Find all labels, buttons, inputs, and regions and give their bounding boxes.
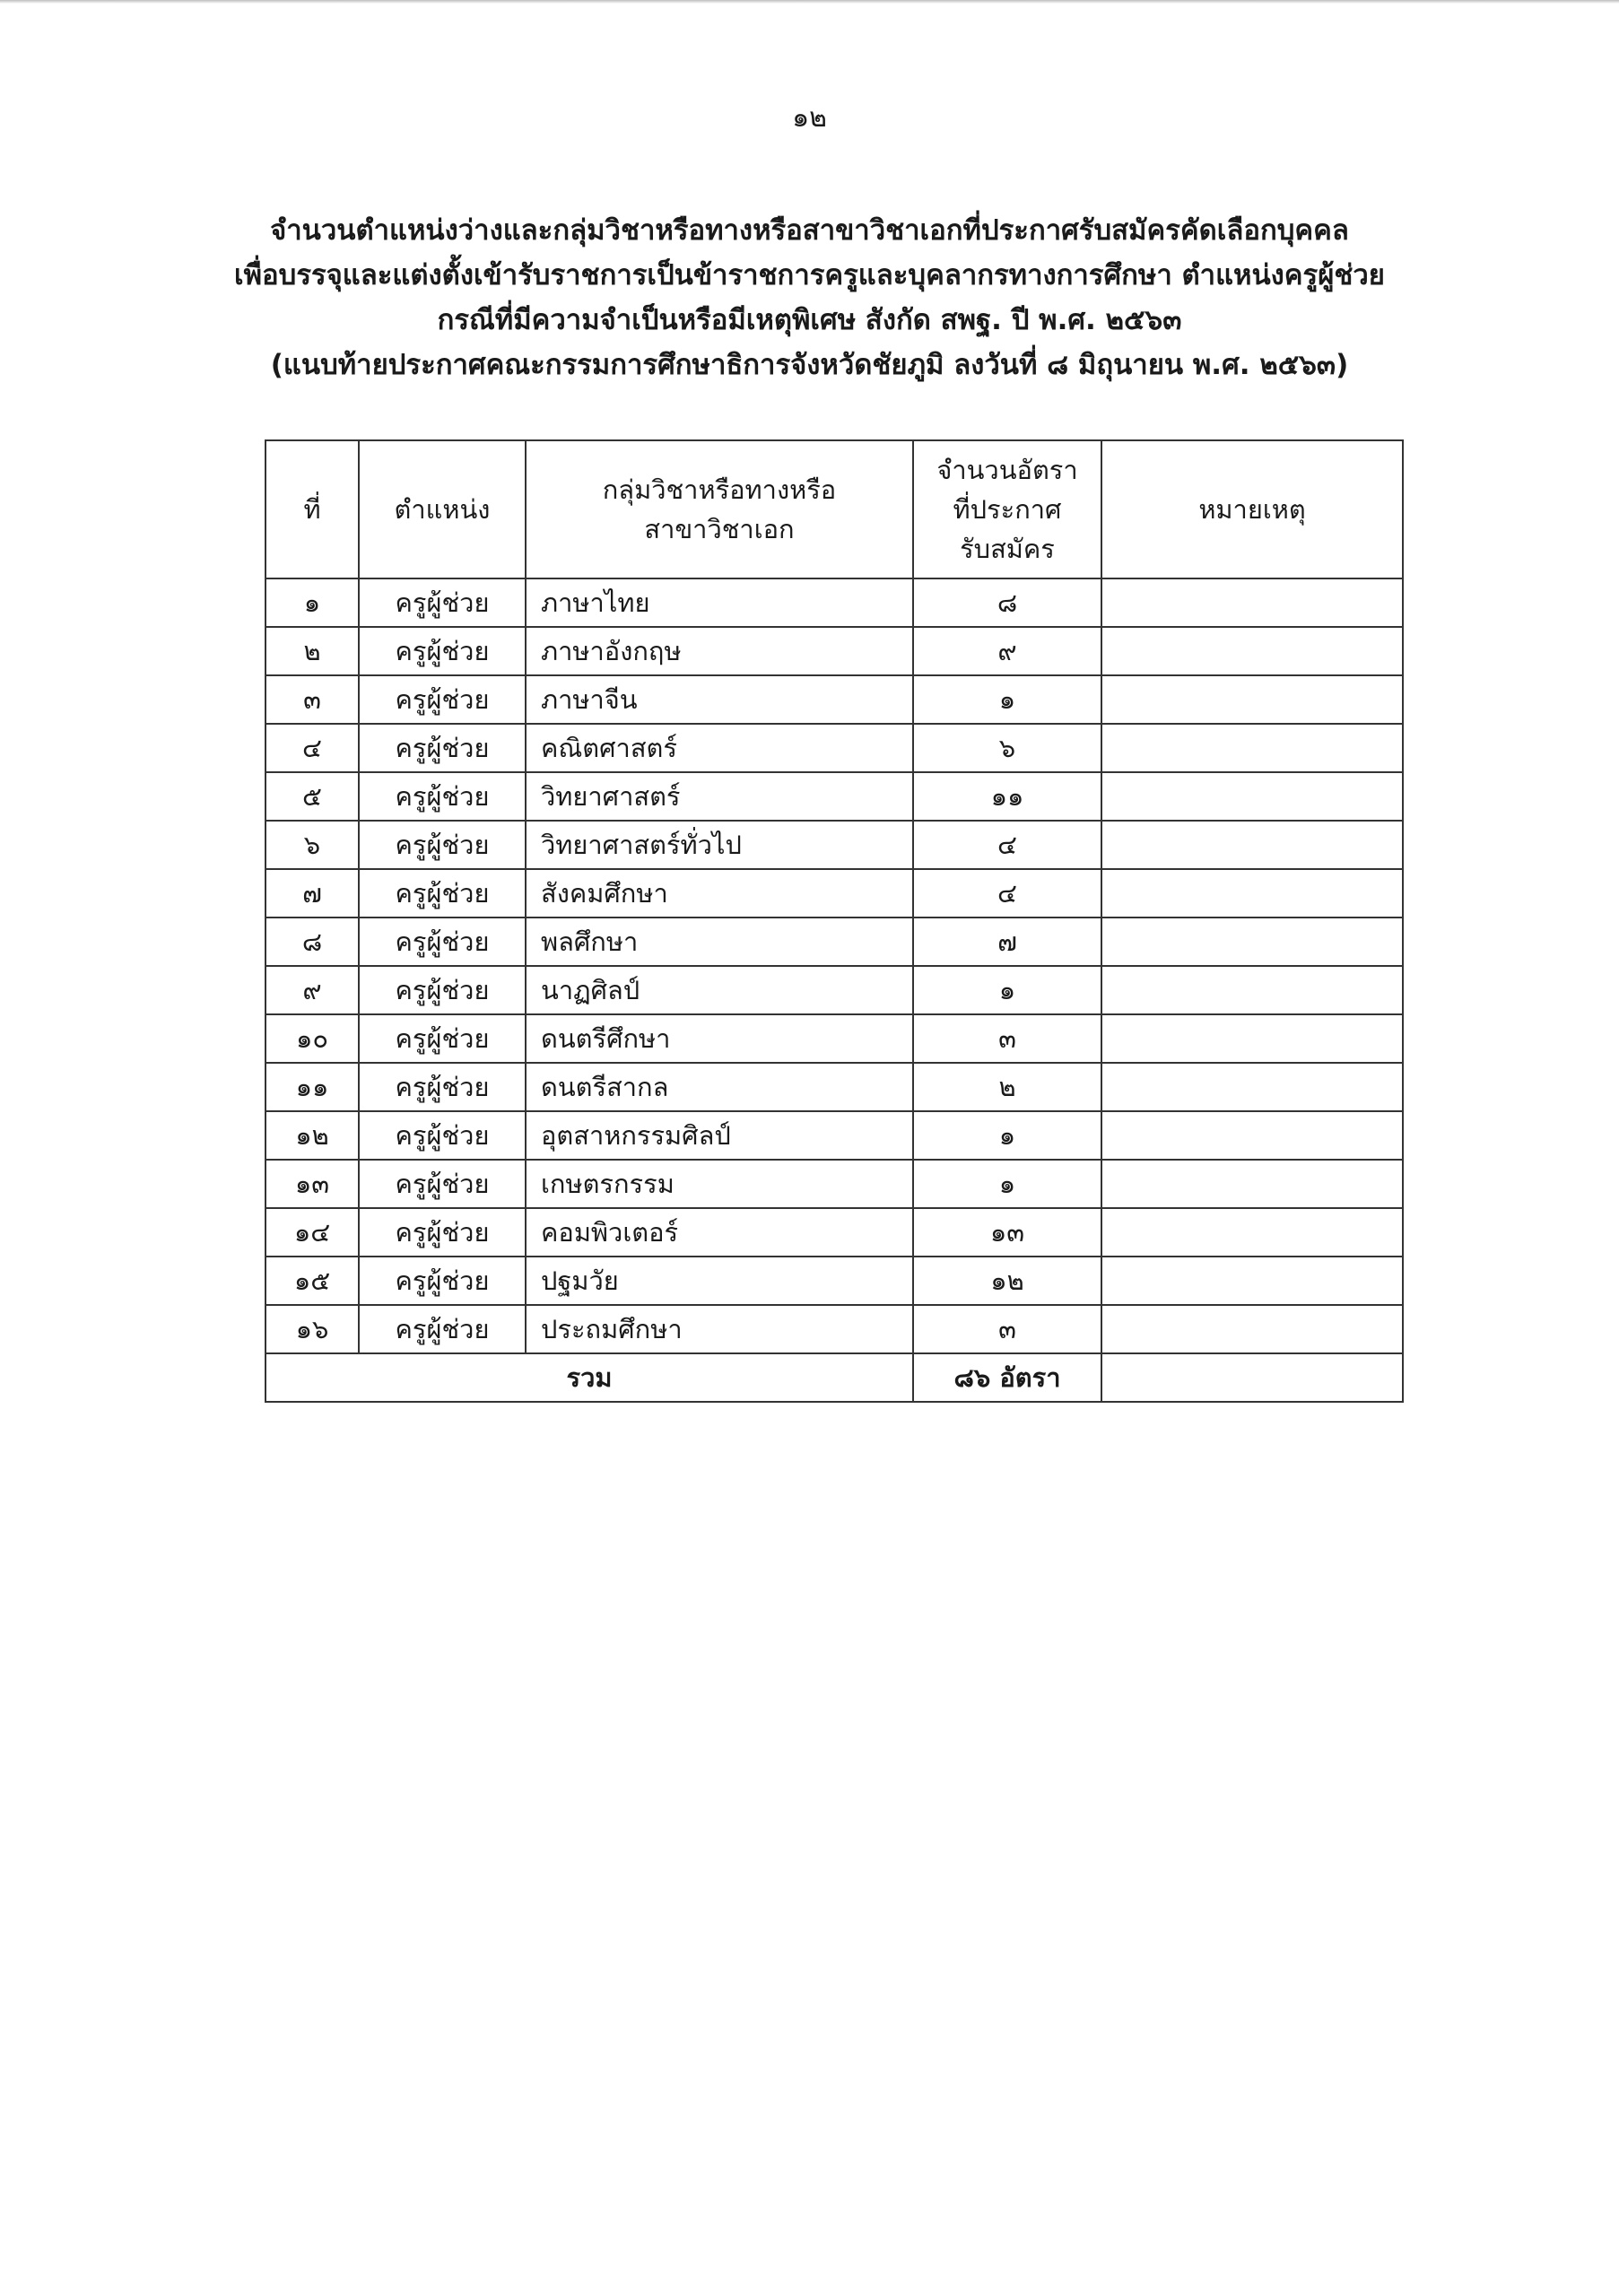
cell-note xyxy=(1101,1257,1403,1305)
table-row xyxy=(265,869,1403,918)
cell-position: ครูผู้ช่วย xyxy=(359,1111,526,1160)
cell-no: ๖ xyxy=(265,821,359,869)
cell-no: ๑๓ xyxy=(265,1160,359,1208)
cell-no: ๓ xyxy=(265,675,359,724)
table-row xyxy=(265,918,1403,966)
page-top-edge xyxy=(0,0,1619,4)
cell-position: ครูผู้ช่วย xyxy=(359,578,526,627)
cell-position: ครูผู้ช่วย xyxy=(359,869,526,918)
cell-subject: คณิตศาสตร์ xyxy=(526,724,913,772)
cell-position: ครูผู้ช่วย xyxy=(359,1257,526,1305)
cell-subject: อุตสาหกรรมศิลป์ xyxy=(526,1111,913,1160)
table-row xyxy=(265,1160,1403,1208)
cell-count: ๓ xyxy=(913,1014,1101,1063)
cell-no: ๕ xyxy=(265,772,359,821)
table-row xyxy=(265,1063,1403,1111)
header-position xyxy=(359,440,526,578)
cell-no: ๗ xyxy=(265,869,359,918)
total-note xyxy=(1101,1353,1403,1402)
cell-note xyxy=(1101,1111,1403,1160)
document-heading xyxy=(179,208,1440,387)
table-row xyxy=(265,578,1403,627)
cell-position: ครูผู้ช่วย xyxy=(359,724,526,772)
cell-count: ๗ xyxy=(913,918,1101,966)
cell-position: ครูผู้ช่วย xyxy=(359,1208,526,1257)
header-count-line-1: จำนวนอัตรา xyxy=(936,455,1078,485)
cell-no: ๑๐ xyxy=(265,1014,359,1063)
heading-line-3: กรณีที่มีความจำเป็นหรือมีเหตุพิเศษ สังกัด สพฐ. ปี พ.ศ. ๒๕๖๓ xyxy=(437,304,1182,336)
heading-line-2: เพื่อบรรจุและแต่งตั้งเข้ารับราชการเป็นข้าราชการครูและบุคลากรทางการศึกษา ตำแหน่งครูผู้ช่วย xyxy=(234,259,1385,291)
cell-no: ๒ xyxy=(265,627,359,675)
table-row xyxy=(265,1208,1403,1257)
header-no xyxy=(265,440,359,578)
cell-count: ๖ xyxy=(913,724,1101,772)
cell-subject: นาฏศิลป์ xyxy=(526,966,913,1014)
cell-count: ๔ xyxy=(913,869,1101,918)
cell-subject: สังคมศึกษา xyxy=(526,869,913,918)
cell-no: ๑ xyxy=(265,578,359,627)
table-row xyxy=(265,772,1403,821)
cell-subject: ภาษาอังกฤษ xyxy=(526,627,913,675)
header-subject-line-1: กลุ่มวิชาหรือทางหรือ xyxy=(602,474,837,505)
cell-subject: ดนตรีศึกษา xyxy=(526,1014,913,1063)
header-subject xyxy=(526,440,913,578)
cell-position: ครูผู้ช่วย xyxy=(359,1160,526,1208)
cell-no: ๑๔ xyxy=(265,1208,359,1257)
table-header-row xyxy=(265,440,1403,578)
cell-count: ๑ xyxy=(913,1111,1101,1160)
heading-line-4: (แนบท้ายประกาศคณะกรรมการศึกษาธิการจังหวัดชัยภูมิ ลงวันที่ ๘ มิถุนายน พ.ศ. ๒๕๖๓) xyxy=(270,349,1349,381)
cell-subject: เกษตรกรรม xyxy=(526,1160,913,1208)
cell-count: ๑ xyxy=(913,966,1101,1014)
cell-no: ๑๒ xyxy=(265,1111,359,1160)
cell-subject: วิทยาศาสตร์ทั่วไป xyxy=(526,821,913,869)
cell-no: ๘ xyxy=(265,918,359,966)
cell-note xyxy=(1101,918,1403,966)
cell-count: ๔ xyxy=(913,821,1101,869)
cell-position: ครูผู้ช่วย xyxy=(359,1063,526,1111)
cell-no: ๙ xyxy=(265,966,359,1014)
header-note-text: หมายเหตุ xyxy=(1198,494,1306,525)
header-count xyxy=(913,440,1101,578)
table-row xyxy=(265,821,1403,869)
cell-note xyxy=(1101,724,1403,772)
header-note xyxy=(1101,440,1403,578)
cell-count: ๑๓ xyxy=(913,1208,1101,1257)
cell-note xyxy=(1101,1160,1403,1208)
header-subject-line-2: สาขาวิชาเอก xyxy=(644,514,795,544)
cell-note xyxy=(1101,966,1403,1014)
cell-position: ครูผู้ช่วย xyxy=(359,966,526,1014)
cell-subject: ปฐมวัย xyxy=(526,1257,913,1305)
cell-note xyxy=(1101,627,1403,675)
header-no-text: ที่ xyxy=(303,494,321,525)
cell-note xyxy=(1101,1063,1403,1111)
table-row xyxy=(265,1111,1403,1160)
cell-position: ครูผู้ช่วย xyxy=(359,772,526,821)
cell-subject: พลศึกษา xyxy=(526,918,913,966)
cell-subject: วิทยาศาสตร์ xyxy=(526,772,913,821)
cell-note xyxy=(1101,578,1403,627)
cell-position: ครูผู้ช่วย xyxy=(359,1305,526,1353)
cell-no: ๔ xyxy=(265,724,359,772)
cell-position: ครูผู้ช่วย xyxy=(359,821,526,869)
cell-subject: คอมพิวเตอร์ xyxy=(526,1208,913,1257)
cell-count: ๒ xyxy=(913,1063,1101,1111)
cell-note xyxy=(1101,821,1403,869)
total-count: ๘๖ อัตรา xyxy=(913,1353,1101,1402)
cell-position: ครูผู้ช่วย xyxy=(359,1014,526,1063)
cell-count: ๓ xyxy=(913,1305,1101,1353)
table-row xyxy=(265,1257,1403,1305)
cell-count: ๙ xyxy=(913,627,1101,675)
cell-count: ๘ xyxy=(913,578,1101,627)
cell-position: ครูผู้ช่วย xyxy=(359,918,526,966)
table-row xyxy=(265,1014,1403,1063)
header-position-text: ตำแหน่ง xyxy=(394,494,491,525)
cell-subject: ดนตรีสากล xyxy=(526,1063,913,1111)
cell-note xyxy=(1101,1014,1403,1063)
cell-no: ๑๖ xyxy=(265,1305,359,1353)
table-row xyxy=(265,724,1403,772)
cell-note xyxy=(1101,772,1403,821)
cell-count: ๑๒ xyxy=(913,1257,1101,1305)
table-row xyxy=(265,966,1403,1014)
page-number: ๑๒ xyxy=(792,102,827,134)
cell-subject: ภาษาจีน xyxy=(526,675,913,724)
cell-subject: ประถมศึกษา xyxy=(526,1305,913,1353)
cell-subject: ภาษาไทย xyxy=(526,578,913,627)
cell-position: ครูผู้ช่วย xyxy=(359,675,526,724)
header-count-line-3: รับสมัคร xyxy=(960,534,1055,564)
cell-position: ครูผู้ช่วย xyxy=(359,627,526,675)
heading-line-1: จำนวนตำแหน่งว่างและกลุ่มวิชาหรือทางหรือสาขาวิชาเอกที่ประกาศรับสมัครคัดเลือกบุคคล xyxy=(270,214,1349,247)
table-body xyxy=(265,578,1403,1402)
total-row xyxy=(265,1353,1403,1402)
table-row xyxy=(265,675,1403,724)
table-row xyxy=(265,1305,1403,1353)
table-row xyxy=(265,627,1403,675)
cell-no: ๑๑ xyxy=(265,1063,359,1111)
vacancy-table xyxy=(265,439,1404,1403)
header-count-line-2: ที่ประกาศ xyxy=(953,494,1062,525)
cell-no: ๑๕ xyxy=(265,1257,359,1305)
cell-note xyxy=(1101,1305,1403,1353)
total-label: รวม xyxy=(265,1353,913,1402)
cell-note xyxy=(1101,869,1403,918)
table-header xyxy=(265,440,1403,578)
cell-count: ๑ xyxy=(913,1160,1101,1208)
cell-count: ๑๑ xyxy=(913,772,1101,821)
cell-note xyxy=(1101,675,1403,724)
cell-count: ๑ xyxy=(913,675,1101,724)
cell-note xyxy=(1101,1208,1403,1257)
